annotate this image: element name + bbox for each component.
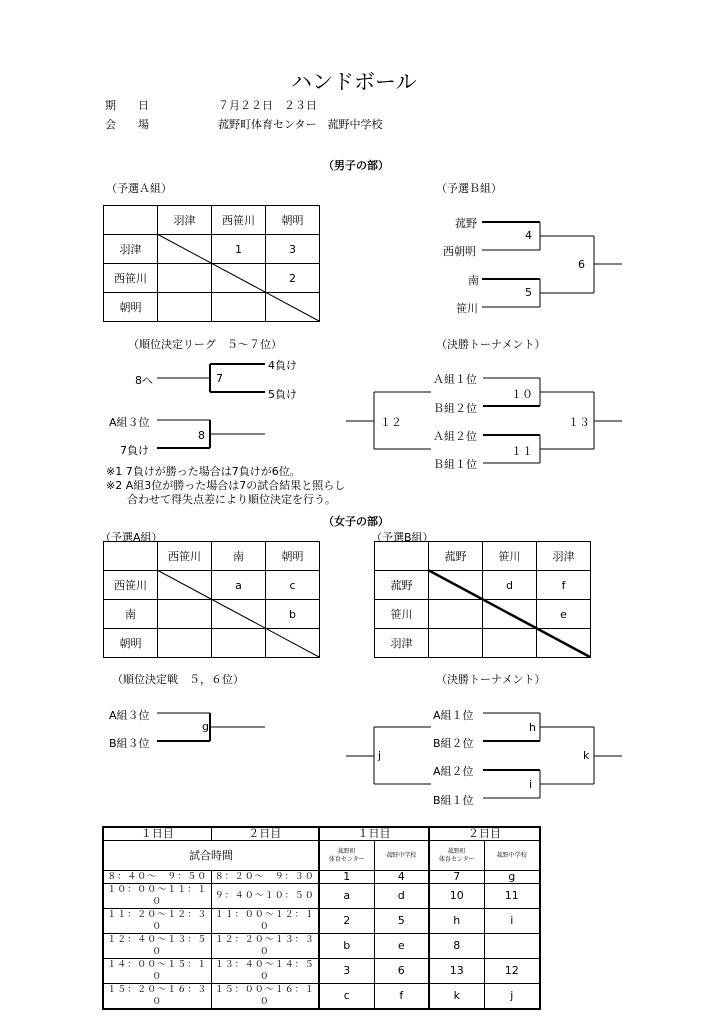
bracket-team: 南 <box>468 274 479 287</box>
row-header: 菰野 <box>375 571 429 600</box>
bracket-slot: Ｂ組２位 <box>433 402 477 415</box>
game-number: 5 <box>525 286 532 299</box>
bracket-slot: A組２位 <box>433 765 474 778</box>
game-cell: b <box>319 934 374 959</box>
game-cell: e <box>374 934 429 959</box>
game-cell: 12 <box>484 959 540 984</box>
game-cell: j <box>484 984 540 1010</box>
row-header: 西笹川 <box>104 264 158 293</box>
time-cell: １２：２０～１３：３０ <box>211 934 319 959</box>
day1-header: １日目 <box>319 827 429 841</box>
time-cell: １０：００～１１：１０ <box>103 884 211 909</box>
game-cell: g <box>484 871 540 884</box>
bracket-slot: Ａ組２位 <box>433 430 477 443</box>
venue-label: 会 場 <box>105 118 149 131</box>
row-header: 南 <box>104 600 158 629</box>
time-cell: ９：４０～１０：５０ <box>211 884 319 909</box>
row-header: 朝明 <box>104 629 158 658</box>
venue-header: 菰野中学校 <box>374 841 429 871</box>
col-header: 菰野 <box>429 542 483 571</box>
bracket-slot: A組１位 <box>433 709 474 722</box>
cell: b <box>266 600 320 629</box>
venue-header: 菰野中学校 <box>484 841 540 871</box>
game-letter: j <box>378 749 382 762</box>
game-cell: 13 <box>429 959 484 984</box>
col-header: 羽津 <box>158 206 212 235</box>
bracket-team: 西朝明 <box>443 245 476 258</box>
row-header: 西笹川 <box>104 571 158 600</box>
venue-value: 菰野町体育センター 菰野中学校 <box>218 118 383 131</box>
game-cell: k <box>429 984 484 1010</box>
row-header: 羽津 <box>375 629 429 658</box>
col-header: 朝明 <box>266 542 320 571</box>
date-label: 期 日 <box>105 99 149 112</box>
game-cell: 6 <box>374 959 429 984</box>
time-header: 試合時間 <box>103 841 319 871</box>
game-number: 4 <box>525 229 532 242</box>
schedule-table <box>102 826 541 1010</box>
game-letter: i <box>529 778 533 791</box>
bracket-slot: Ａ組１位 <box>433 373 477 386</box>
game-number: １１ <box>511 445 533 458</box>
game-letter: k <box>583 749 590 762</box>
col-header: 羽津 <box>537 542 591 571</box>
game-cell: 11 <box>484 884 540 909</box>
venue-header: 菰野町 体育センター <box>319 841 374 871</box>
game-number: １０ <box>511 388 533 401</box>
girls-final-label: （決勝トーナメント） <box>436 673 546 686</box>
table-row <box>103 909 540 934</box>
bracket-slot: B組３位 <box>109 737 150 750</box>
bracket-slot: A組３位 <box>109 709 150 722</box>
cell: e <box>537 600 591 629</box>
cell: d <box>483 571 537 600</box>
bracket-slot: B組２位 <box>433 737 474 750</box>
time-cell: １４：００～１５：１０ <box>103 959 211 984</box>
cell: f <box>537 571 591 600</box>
boys-final-label: （決勝トーナメント） <box>436 338 546 351</box>
col-header: 南 <box>212 542 266 571</box>
table-row <box>103 984 540 1010</box>
table-row <box>103 959 540 984</box>
game-number: 8 <box>198 429 205 442</box>
table-row <box>103 884 540 909</box>
game-cell: 4 <box>374 871 429 884</box>
bracket-slot: 7負け <box>120 444 149 457</box>
bracket-slot: A組３位 <box>109 416 150 429</box>
game-letter: h <box>529 721 536 734</box>
time-cell: １５：００～１６：１０ <box>211 984 319 1010</box>
col-header: 笹川 <box>483 542 537 571</box>
game-cell: 7 <box>429 871 484 884</box>
game-number: 6 <box>578 258 585 271</box>
day2-header: ２日目 <box>429 827 540 841</box>
game-cell: i <box>484 909 540 934</box>
bracket-team: 菰野 <box>455 217 477 230</box>
row-header: 朝明 <box>104 293 158 322</box>
cell: c <box>266 571 320 600</box>
game-cell: 10 <box>429 884 484 909</box>
date-value: ７月２２日 ２３日 <box>218 99 317 112</box>
boys-group-b-label: （予選Ｂ組） <box>436 182 502 195</box>
time-cell: ８：２０～ ９：３０ <box>211 871 319 884</box>
game-cell: 3 <box>319 959 374 984</box>
boys-placement-label: （順位決定リーグ ５～７位） <box>128 338 282 351</box>
game-cell: 8 <box>429 934 484 959</box>
game-number: 7 <box>216 372 223 385</box>
bracket-slot: 4負け <box>268 359 297 372</box>
game-cell: 1 <box>319 871 374 884</box>
cell: 3 <box>266 235 320 264</box>
page-title: ハンドボール <box>291 70 417 94</box>
venue-header: 菰野町 体育センター <box>429 841 484 871</box>
time-cell: １１：００～１２：１０ <box>211 909 319 934</box>
note: ※2 A組3位が勝った場合は7の試合結果と照らし <box>106 479 346 492</box>
game-cell: 2 <box>319 909 374 934</box>
game-cell: 5 <box>374 909 429 934</box>
game-letter: g <box>202 720 209 733</box>
time-cell: １３：４０～１４：５０ <box>211 959 319 984</box>
time-cell: ８：４０～ ９：５０ <box>103 871 211 884</box>
table-row <box>103 871 540 884</box>
game-cell <box>484 934 540 959</box>
note: ※1 7負けが勝った場合は7負けが6位。 <box>106 465 301 478</box>
cell: 2 <box>266 264 320 293</box>
game-cell: f <box>374 984 429 1010</box>
game-number: １３ <box>568 416 590 429</box>
time-cell: １２：４０～１３：５０ <box>103 934 211 959</box>
bracket-slot: Ｂ組１位 <box>433 458 477 471</box>
game-cell: a <box>319 884 374 909</box>
table-row <box>103 934 540 959</box>
girls-group-b-label: （予選B組） <box>371 531 434 544</box>
game-number: １２ <box>380 416 402 429</box>
game-cell: h <box>429 909 484 934</box>
col-header: 朝明 <box>266 206 320 235</box>
col-header: 西笹川 <box>158 542 212 571</box>
game-cell: c <box>319 984 374 1010</box>
bracket-team: 笹川 <box>456 302 478 315</box>
girls-heading: （女子の部） <box>323 515 389 528</box>
cell: 1 <box>212 235 266 264</box>
cell: a <box>212 571 266 600</box>
girls-placement-label: （順位決定戦 ５，６位） <box>112 673 244 686</box>
boys-heading: （男子の部） <box>323 159 389 172</box>
bracket-slot: B組１位 <box>433 794 474 807</box>
girls-group-a-label: （予選A組） <box>100 531 163 544</box>
note: 合わせて得失点差により順位決定を行う。 <box>106 493 336 506</box>
time-cell: １１：２０～１２：３０ <box>103 909 211 934</box>
col-header: 西笹川 <box>212 206 266 235</box>
bracket-slot: 5負け <box>268 388 297 401</box>
boys-group-a-label: （予選Ａ組） <box>106 182 172 195</box>
game-cell: d <box>374 884 429 909</box>
row-header: 羽津 <box>104 235 158 264</box>
bracket-slot: 8へ <box>135 374 153 387</box>
row-header: 笹川 <box>375 600 429 629</box>
day2-header: ２日目 <box>211 827 319 841</box>
day1-header: １日目 <box>103 827 211 841</box>
time-cell: １５：２０～１６：３０ <box>103 984 211 1010</box>
